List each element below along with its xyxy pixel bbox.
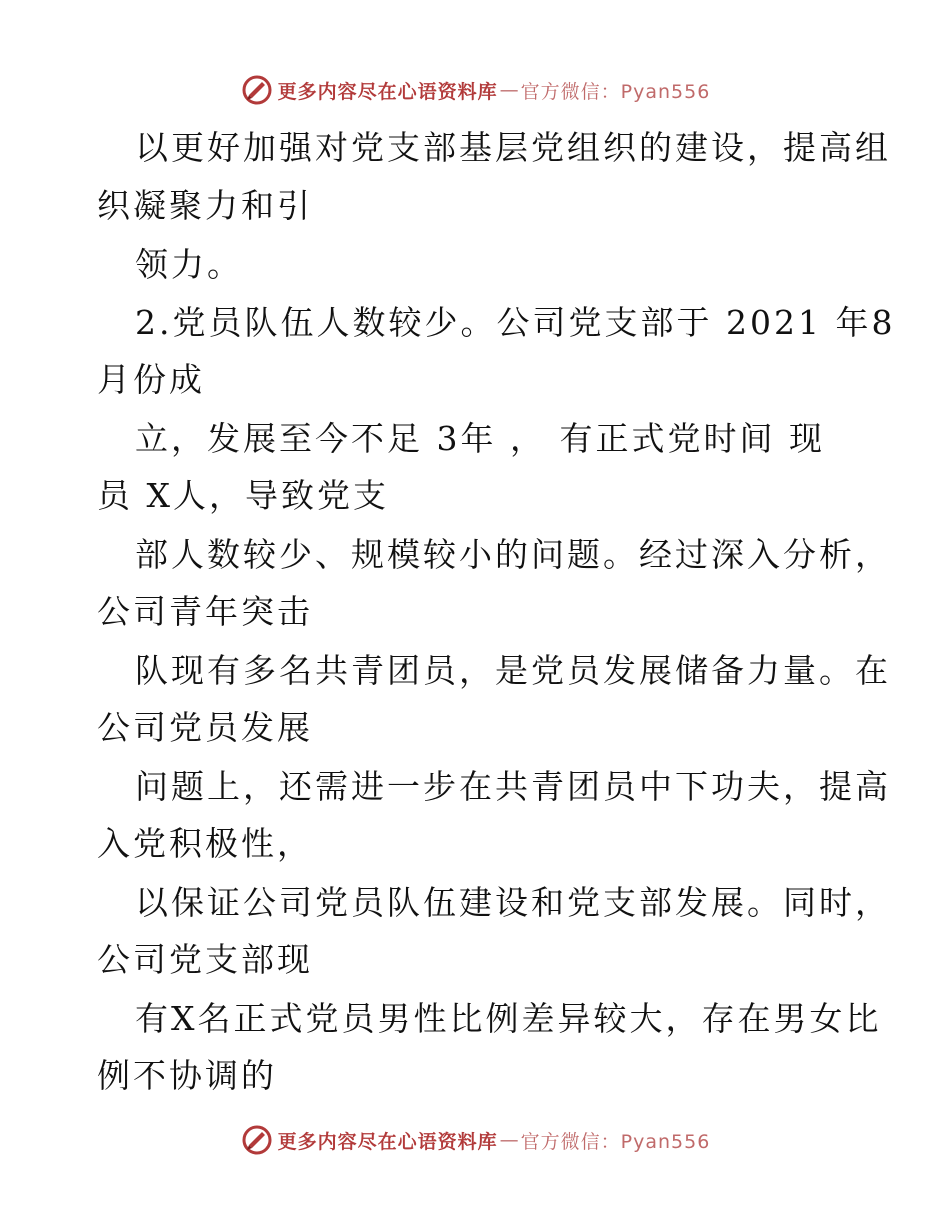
footer-banner — [0, 1120, 950, 1160]
body-line: 公司青年突击 — [97, 592, 313, 631]
body-line: 公司党员发展 — [97, 708, 313, 747]
body-line: 2.党员队伍人数较少。公司党支部于 2021 年8 — [135, 303, 896, 342]
header-brand-text: 更多内容尽在心语资料库 — [277, 80, 498, 103]
body-line: 问题上，还需进一步在共青团员中下功夫，提高 — [135, 767, 891, 806]
body-line: 月份成 — [97, 360, 205, 399]
body-line: 立，发展至今不足 3年 ， 有正式党时间 现 — [135, 419, 825, 458]
body-line: 入党积极性， — [97, 824, 313, 863]
header-banner — [0, 70, 950, 110]
header-dash: — — [499, 79, 519, 101]
body-line: 以更好加强对党支部基层党组织的建设，提高组 — [135, 128, 891, 167]
body-line: 以保证公司党员队伍建设和党支部发展。同时， — [135, 883, 891, 922]
body-line: 队现有多名共青团员，是党员发展储备力量。在 — [135, 651, 891, 690]
body-line: 例不协调的 — [97, 1056, 277, 1095]
footer-brand-text: 更多内容尽在心语资料库 — [277, 1130, 498, 1153]
body-line: 织凝聚力和引 — [97, 186, 313, 225]
footer-dash: — — [499, 1129, 519, 1151]
header-wechat-text: 官方微信：Pyan556 — [520, 80, 711, 103]
pen-logo-icon — [240, 73, 274, 107]
body-line: 公司党支部现 — [97, 940, 313, 979]
footer-wechat-text: 官方微信：Pyan556 — [520, 1130, 711, 1153]
body-line: 领力。 — [135, 245, 243, 284]
body-line: 员 X人，导致党支 — [97, 476, 389, 515]
body-line: 部人数较少、规模较小的问题。经过深入分析， — [135, 535, 891, 574]
body-line: 有X名正式党员男性比例差异较大，存在男女比 — [135, 999, 882, 1038]
pen-logo-icon — [240, 1123, 274, 1157]
